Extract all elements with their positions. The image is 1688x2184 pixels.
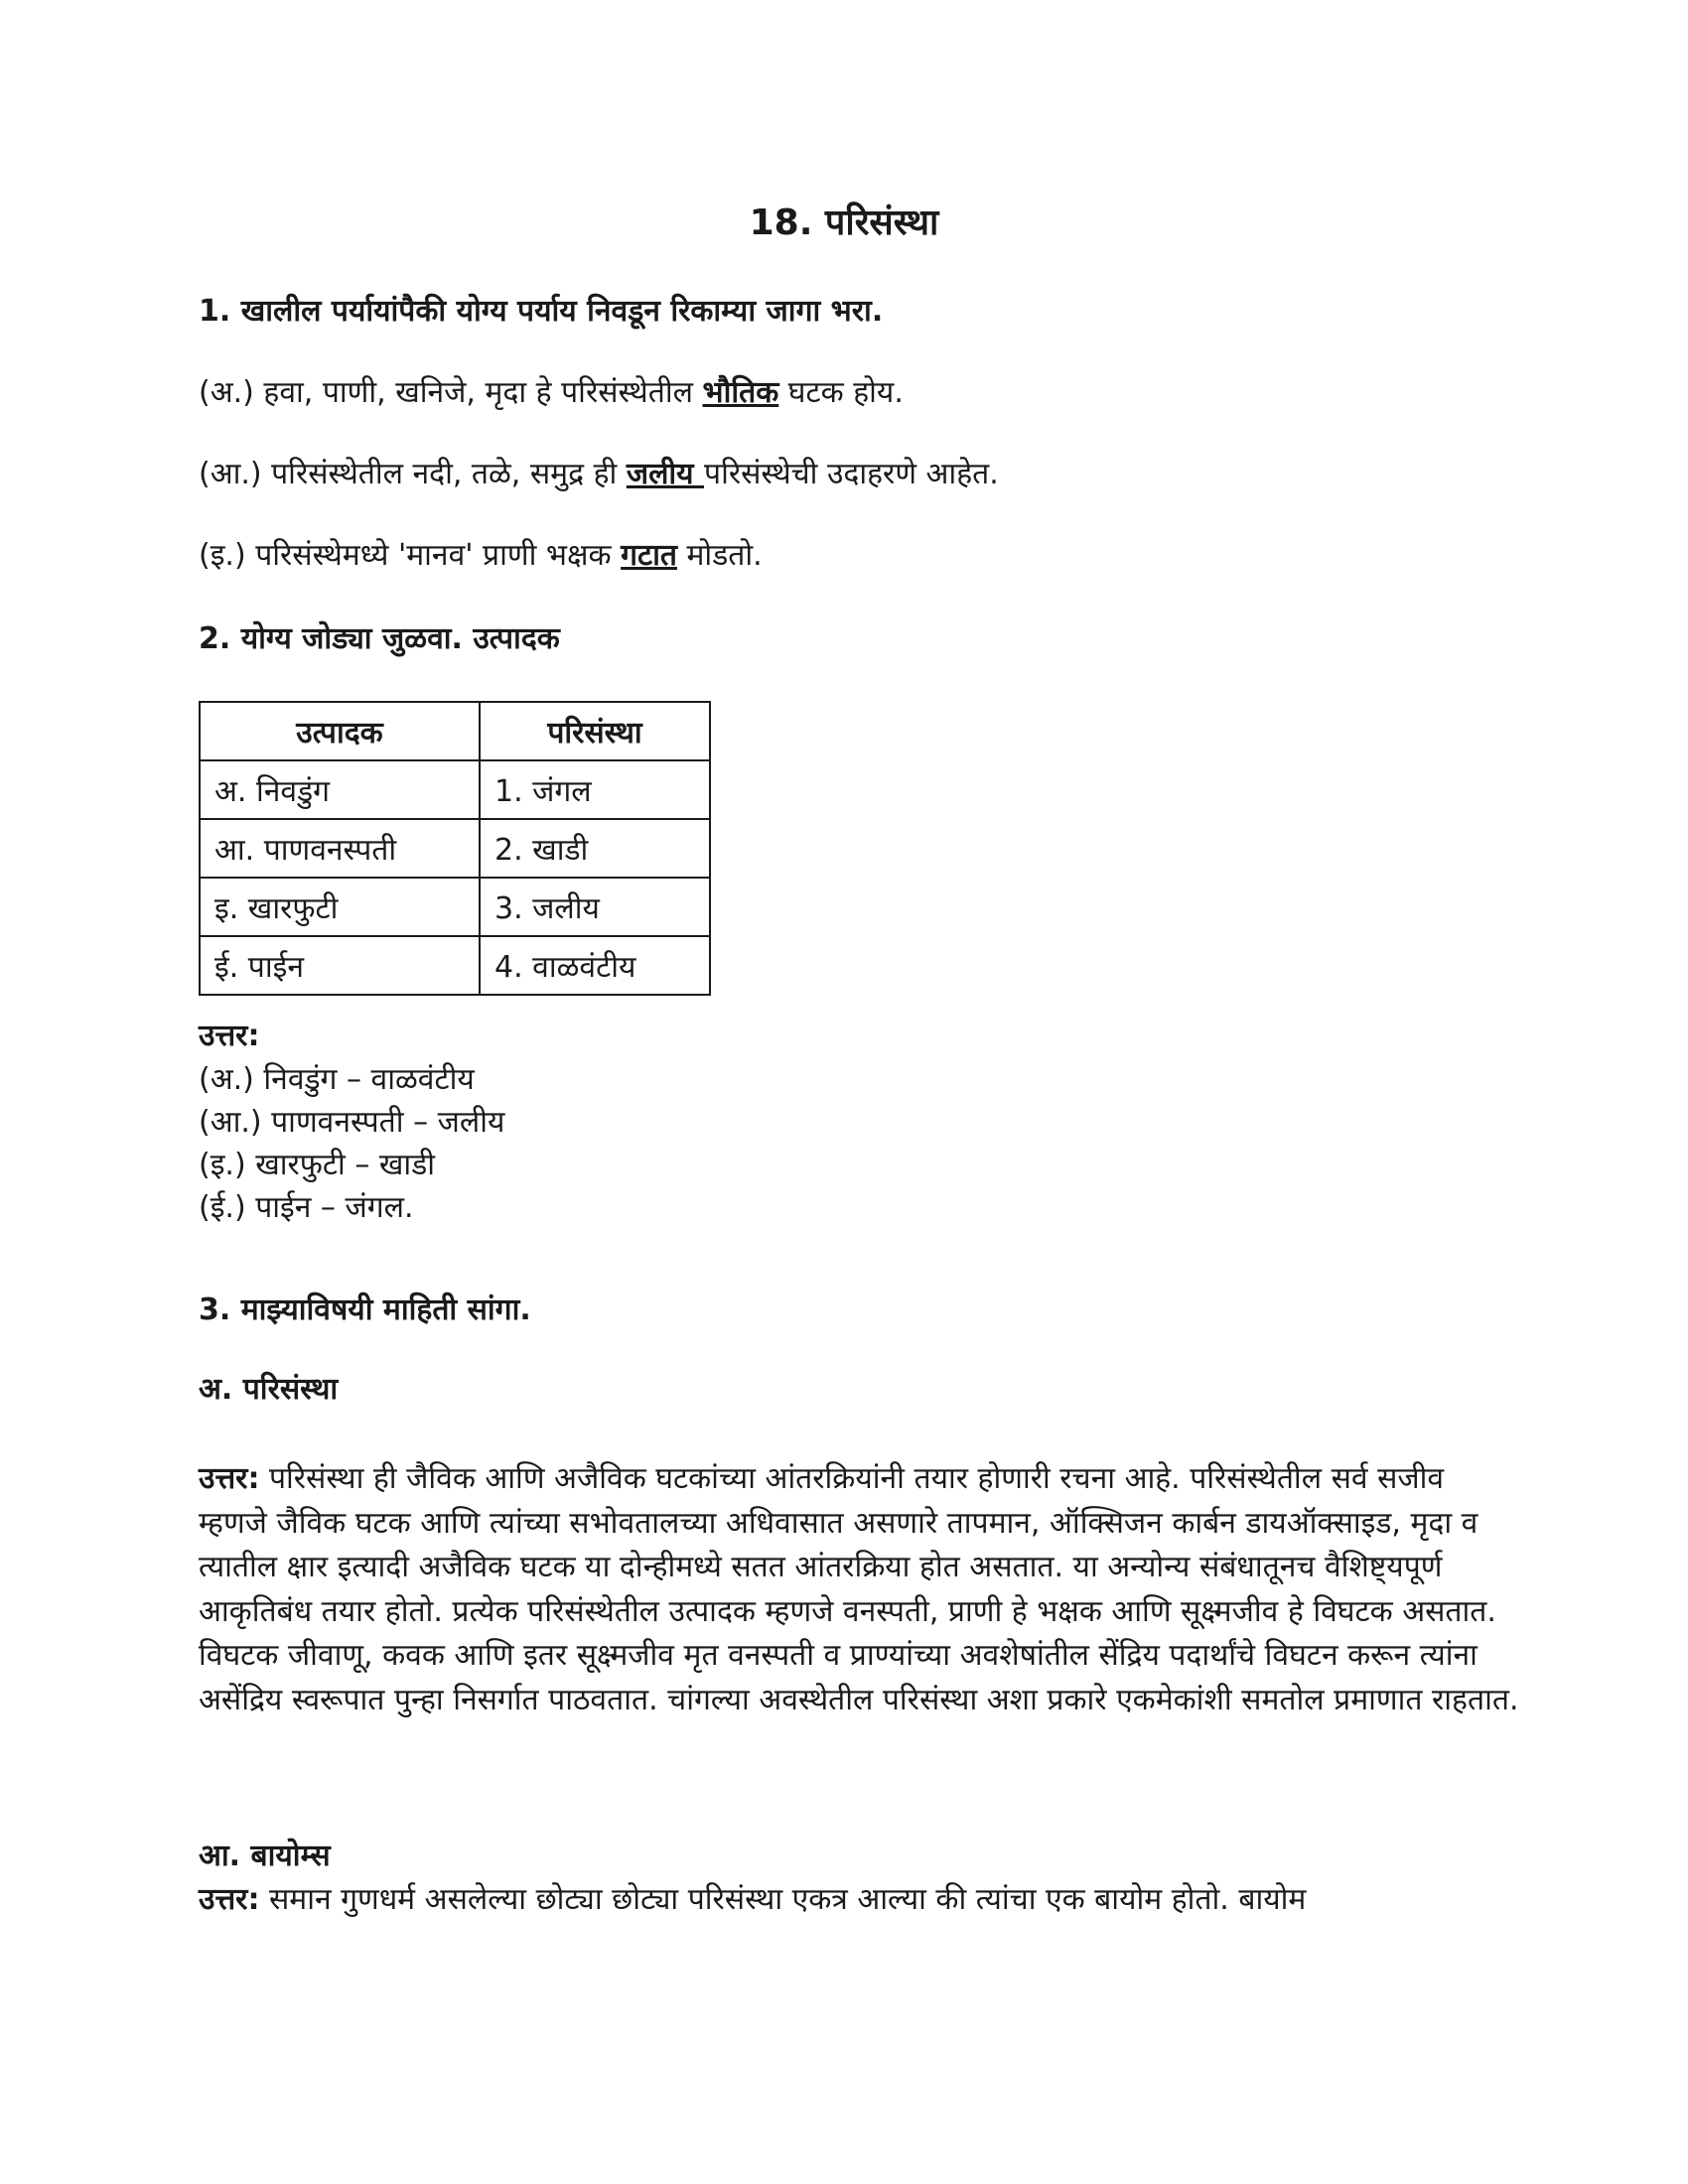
- column-header: परिसंस्था: [480, 702, 710, 760]
- table-cell: इ. खारफुटी: [200, 878, 480, 936]
- answer-label: उत्तर:: [199, 1461, 260, 1496]
- page-title: 18. परिसंस्था: [749, 203, 939, 243]
- q1-heading: 1. खालील पर्यायांपैकी योग्य पर्याय निवडून रिकाम्या जागा भरा.: [199, 294, 884, 329]
- table-cell: अ. निवडुंग: [200, 760, 480, 819]
- answer-line: (अ.) निवडुंग – वाळवंटीय: [199, 1062, 475, 1097]
- answer-line: (ई.) पाईन – जंगल.: [199, 1190, 414, 1225]
- table-row: [200, 878, 710, 936]
- answer-line: (इ.) खारफुटी – खाडी: [199, 1148, 436, 1182]
- table-header-row: [200, 702, 710, 760]
- q3-heading: 3. माझ्याविषयी माहिती सांगा.: [199, 1293, 531, 1327]
- q1-item: (अ.) हवा, पाणी, खनिजे, मृदा हे परिसंस्थेतील भौतिक घटक होय.: [199, 375, 904, 410]
- table-row: [200, 819, 710, 878]
- answer-line: (आ.) पाणवनस्पती – जलीय: [199, 1105, 505, 1140]
- answer-text: समान गुणधर्म असलेल्या छोट्या छोट्या परिसंस्था एकत्र आल्या की त्यांचा एक बायोम होतो. बायोम: [259, 1882, 1307, 1917]
- table-cell: 4. वाळवंटीय: [480, 936, 710, 995]
- q2-answer-label: उत्तर:: [199, 1019, 260, 1053]
- table-cell: 2. खाडी: [480, 819, 710, 878]
- table-cell: आ. पाणवनस्पती: [200, 819, 480, 878]
- q1-item: (आ.) परिसंस्थेतील नदी, तळे, समुद्र ही जलीय परिसंस्थेची उदाहरणे आहेत.: [199, 457, 999, 491]
- q3a-heading: अ. परिसंस्था: [199, 1372, 339, 1407]
- table-cell: ई. पाईन: [200, 936, 480, 995]
- q1-answer: गटात: [621, 538, 677, 573]
- table-cell: 3. जलीय: [480, 878, 710, 936]
- match-table: [199, 701, 711, 996]
- table-row: [200, 760, 710, 819]
- column-header: उत्पादक: [200, 702, 480, 760]
- table-cell: 1. जंगल: [480, 760, 710, 819]
- q2-heading: 2. योग्य जोड्या जुळवा. उत्पादक: [199, 621, 560, 656]
- q1-answer: जलीय: [626, 457, 705, 491]
- q1-answer: भौतिक: [702, 375, 779, 410]
- table-row: [200, 936, 710, 995]
- answer-label: उत्तर:: [199, 1882, 260, 1917]
- q3b-heading: आ. बायोम्स: [199, 1839, 331, 1873]
- q3a-answer: [199, 1457, 1519, 1723]
- q3b-answer: [199, 1878, 1519, 1923]
- answer-text: परिसंस्था ही जैविक आणि अजैविक घटकांच्या आंतरक्रियांनी तयार होणारी रचना आहे. परिसंस्थेतील सर्व सजीव म्हणजे जैविक घटक आणि त्यांच्या सभोवतालच्या अधिवासात असणारे तापमान, ऑक्सिजन कार्बन डायऑक्साइड, मृदा व त्यातील क्षार इत्यादी अजैविक घटक या दोन्हीमध्ये सतत आंतरक्रिया होत असतात. या अन्योन्य संबंधातूनच वैशिष्ट्यपूर्ण आकृतिबंध तयार होतो. प्रत्येक परिसंस्थेतील उत्पादक म्हणजे वनस्पती, प्राणी हे भक्षक आणि सूक्ष्मजीव हे विघटक असतात. विघटक जीवाणू, कवक आणि इतर सूक्ष्मजीव मृत वनस्पती व प्राण्यांच्या अवशेषांतील सेंद्रिय पदार्थांचे विघटन करून त्यांना असेंद्रिय स्वरूपात पुन्हा निसर्गात पाठवतात. चांगल्या अवस्थेतील परिसंस्था अशा प्रकारे एकमेकांशी समतोल प्रमाणात राहतात.: [199, 1461, 1519, 1717]
- q1-item: (इ.) परिसंस्थेमध्ये 'मानव' प्राणी भक्षक गटात मोडतो.: [199, 538, 763, 573]
